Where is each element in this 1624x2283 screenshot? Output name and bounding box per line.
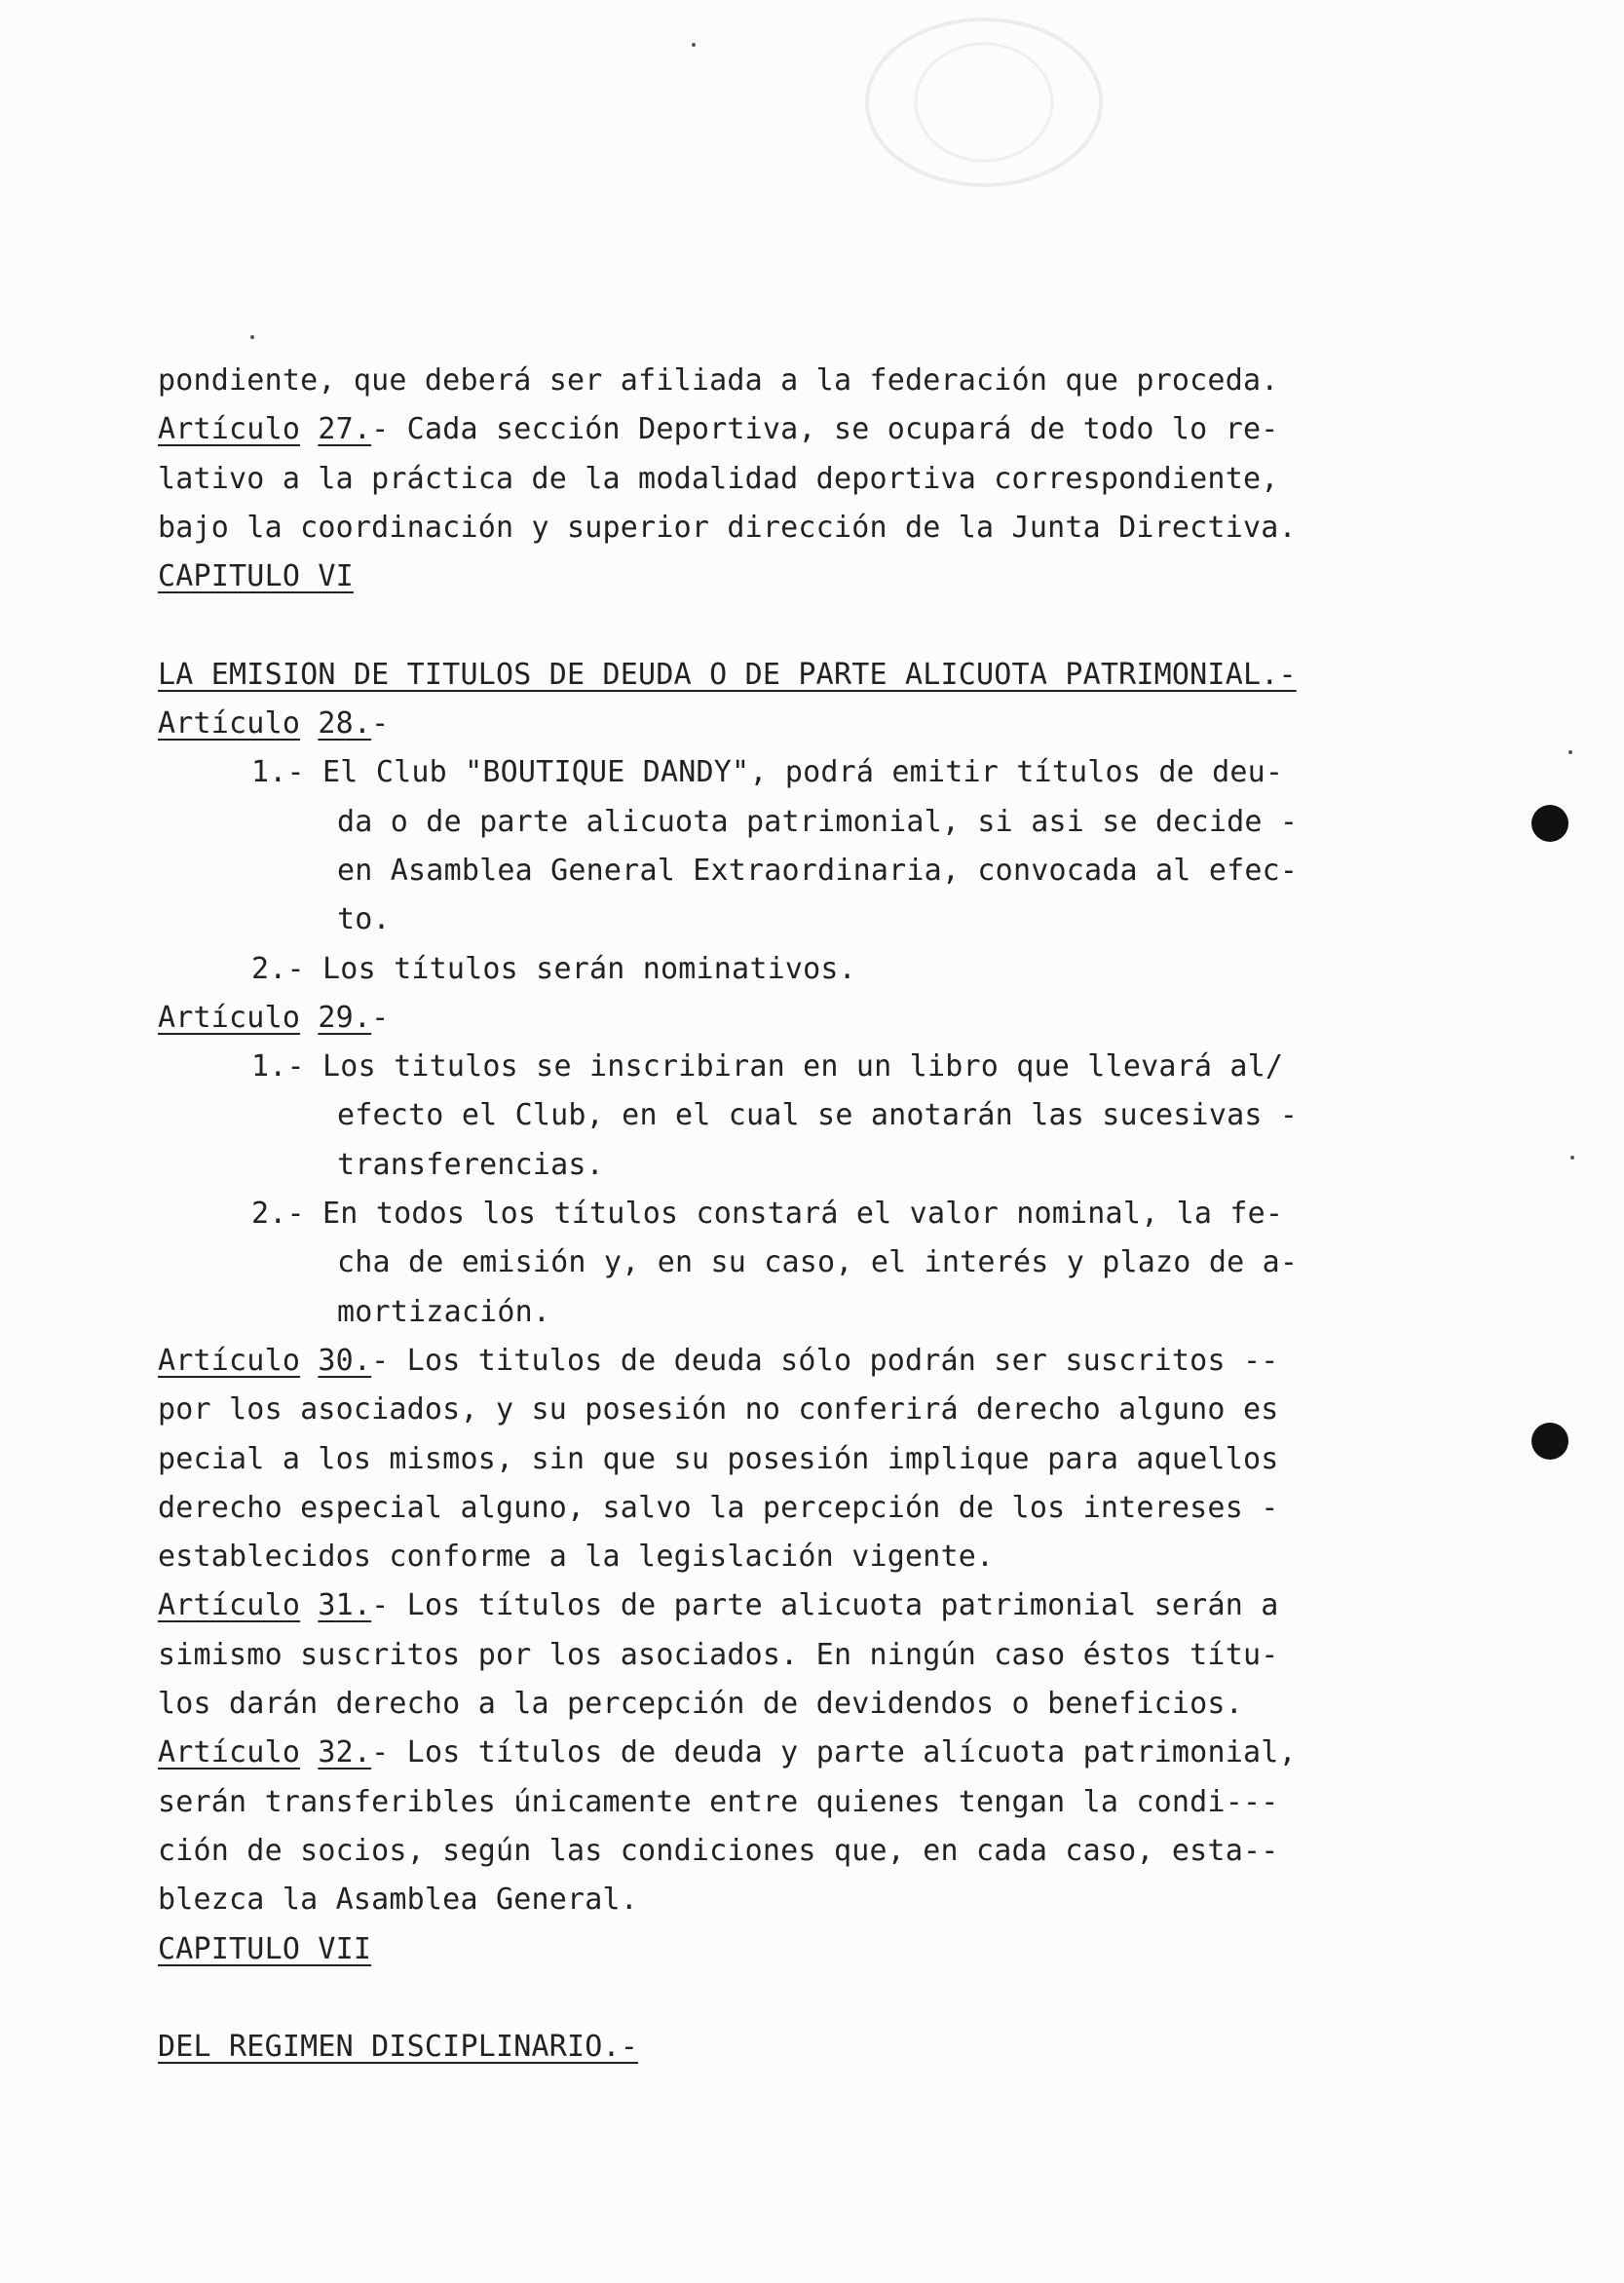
chapter-title-text: DEL REGIMEN DISCIPLINARIO.-: [158, 2030, 639, 2065]
item-continuation: [158, 798, 1424, 847]
bleed-through-stamp: [838, 10, 1130, 195]
body-line: [158, 1386, 1424, 1434]
body-line-text: los darán derecho a la percepción de devidendos o beneficios.: [158, 1687, 1243, 1722]
ink-speck: [250, 335, 254, 339]
punch-hole-upper: [1531, 805, 1568, 842]
body-line: [158, 1680, 1424, 1729]
article-label: Artículo: [158, 1735, 301, 1770]
body-line: [158, 1631, 1424, 1680]
item-continuation: [158, 895, 1424, 944]
body-line-text: por los asociados, y su posesión no conferirá derecho alguno es: [158, 1392, 1279, 1427]
article-text: - Los titulos de deuda sólo podrán ser suscritos --: [371, 1343, 1279, 1378]
ink-speck: [1568, 750, 1572, 754]
body-line-text: pecial a los mismos, sin que su posesión implique para aquellos: [158, 1441, 1279, 1476]
chapter-title: [158, 651, 1424, 700]
body-line-text: ción de socios, según las condiciones que, en cada caso, esta--: [158, 1833, 1279, 1868]
article-text: - Los títulos de deuda y parte alícuota patrimonial,: [371, 1735, 1297, 1770]
chapter-title-text: LA EMISION DE TITULOS DE DEUDA O DE PARTE ALICUOTA PATRIMONIAL.-: [158, 657, 1297, 692]
body-line: [158, 455, 1424, 504]
article-label: Artículo: [158, 1588, 301, 1623]
article-number: 27.: [318, 412, 372, 447]
ink-speck: [1570, 1156, 1574, 1160]
article-number: 31.: [318, 1588, 372, 1623]
article-text: - Los títulos de parte alicuota patrimonial serán a: [371, 1588, 1279, 1623]
body-line: [158, 357, 1424, 405]
body-line-text: simismo suscritos por los asociados. En ningún caso éstos títu-: [158, 1637, 1279, 1672]
article-text: -: [371, 1000, 390, 1035]
article-text: -: [371, 706, 390, 742]
article-line: [158, 405, 1424, 454]
numbered-item: [158, 748, 1424, 797]
numbered-item-text: 1.- El Club "BOUTIQUE DANDY", podrá emitir títulos de deu-: [251, 755, 1284, 790]
punch-hole-lower: [1531, 1423, 1568, 1460]
article-number: 30.: [318, 1343, 372, 1378]
body-line-text: derecho especial alguno, salvo la percepción de los intereses -: [158, 1490, 1279, 1525]
article-label: Artículo: [158, 706, 301, 742]
article-line: [158, 994, 1424, 1043]
item-continuation-text: da o de parte alicuota patrimonial, si asi se decide -: [337, 804, 1299, 839]
blank-line: [158, 1974, 1424, 2023]
numbered-item: [158, 1190, 1424, 1238]
article-line: [158, 700, 1424, 748]
numbered-item: [158, 1043, 1424, 1091]
item-continuation-text: en Asamblea General Extraordinaria, convocada al efec-: [337, 853, 1299, 888]
body-line-text: lativo a la práctica de la modalidad deportiva correspondiente,: [158, 461, 1279, 496]
article-number: 32.: [318, 1735, 372, 1770]
article-number: 29.: [318, 1000, 372, 1035]
document-body: [158, 357, 1424, 2072]
blank-line: [158, 601, 1424, 650]
body-line: [158, 1484, 1424, 1533]
item-continuation-text: to.: [337, 902, 391, 937]
body-line: [158, 1533, 1424, 1581]
body-line-text: blezca la Asamblea General.: [158, 1883, 639, 1918]
article-label: Artículo: [158, 1000, 301, 1035]
body-line: [158, 1435, 1424, 1484]
item-continuation: [158, 847, 1424, 895]
numbered-item-text: 2.- Los títulos serán nominativos.: [251, 951, 856, 986]
article-label: Artículo: [158, 1343, 301, 1378]
article-label: Artículo: [158, 412, 301, 447]
body-line-text: bajo la coordinación y superior dirección de la Junta Directiva.: [158, 510, 1297, 545]
item-continuation: [158, 1141, 1424, 1190]
item-continuation-text: mortización.: [337, 1294, 551, 1329]
article-text: - Cada sección Deportiva, se ocupará de todo lo re-: [371, 412, 1279, 447]
item-continuation-text: transferencias.: [337, 1147, 604, 1182]
body-line: [158, 504, 1424, 552]
chapter-heading-text: CAPITULO VII: [158, 1931, 372, 1966]
chapter-heading: [158, 552, 1424, 601]
ink-speck: [692, 43, 696, 47]
body-line-text: serán transferibles únicamente entre quienes tengan la condi---: [158, 1784, 1279, 1819]
numbered-item: [158, 945, 1424, 994]
item-continuation: [158, 1091, 1424, 1140]
article-line: [158, 1581, 1424, 1630]
body-line-text: pondiente, que deberá ser afiliada a la federación que proceda.: [158, 363, 1279, 398]
item-continuation: [158, 1288, 1424, 1337]
article-line: [158, 1729, 1424, 1777]
item-continuation-text: efecto el Club, en el cual se anotarán las sucesivas -: [337, 1098, 1299, 1133]
body-line: [158, 1827, 1424, 1876]
chapter-heading: [158, 1925, 1424, 1974]
article-line: [158, 1337, 1424, 1386]
item-continuation-text: cha de emisión y, en su caso, el interés y plazo de a-: [337, 1245, 1299, 1280]
body-line: [158, 1778, 1424, 1827]
article-number: 28.: [318, 706, 372, 742]
body-line-text: establecidos conforme a la legislación vigente.: [158, 1540, 995, 1575]
chapter-title: [158, 2023, 1424, 2072]
numbered-item-text: 2.- En todos los títulos constará el valor nominal, la fe-: [251, 1197, 1284, 1232]
chapter-heading-text: CAPITULO VI: [158, 559, 354, 594]
item-continuation: [158, 1238, 1424, 1287]
numbered-item-text: 1.- Los titulos se inscribiran en un libro que llevará al/: [251, 1049, 1284, 1084]
body-line: [158, 1876, 1424, 1924]
